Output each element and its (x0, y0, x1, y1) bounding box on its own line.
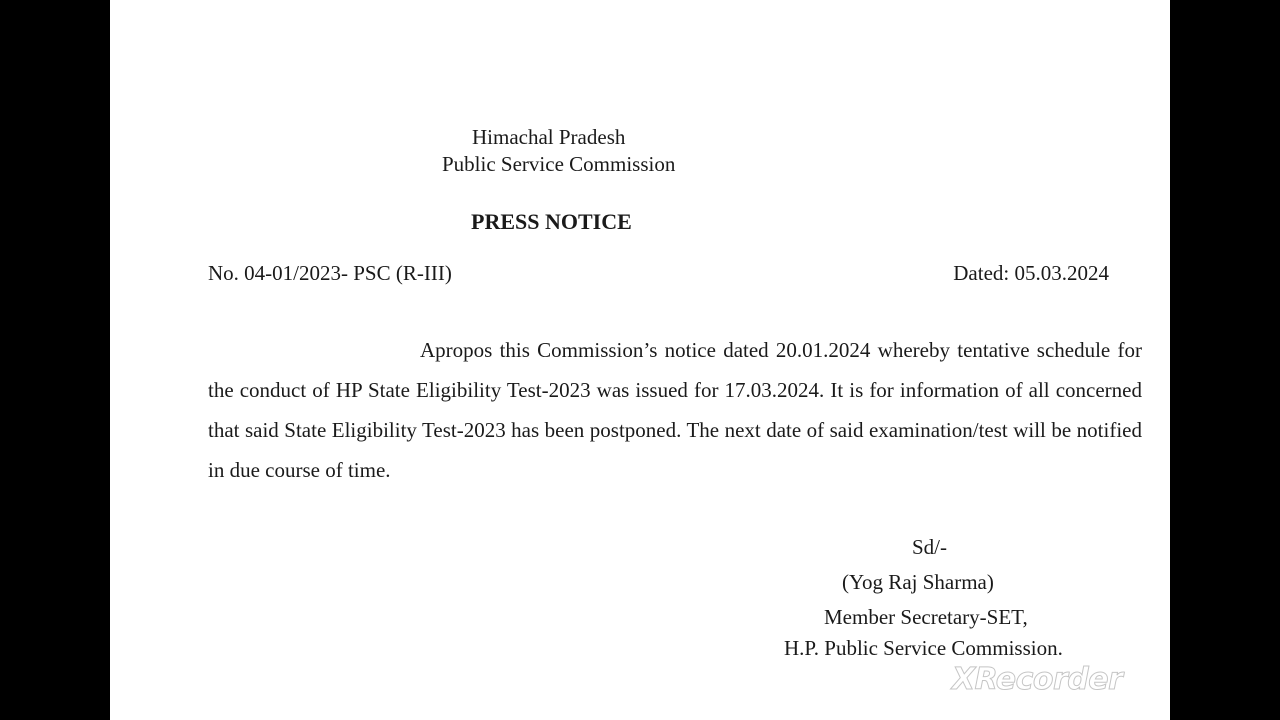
reference-number: No. 04-01/2023- PSC (R-III) (208, 261, 452, 285)
organization-name-line1: Himachal Pradesh (472, 125, 626, 149)
notice-date: Dated: 05.03.2024 (953, 261, 1109, 285)
signatory-organization: H.P. Public Service Commission. (784, 636, 1063, 660)
notice-body: Apropos this Commission’s notice dated 20.01.2024 whereby tentative schedule for the conduct of HP State Eligibility Test-2023 was issued for 17.03.2024. It is for information of all concerned that said State Eligibility Test-2023 has been postponed. The next date of said examination/test will be notified in due course of time. (208, 338, 1142, 482)
document-page (110, 0, 1170, 720)
signatory-designation: Member Secretary-SET, (824, 605, 1028, 629)
organization-name-line2: Public Service Commission (442, 152, 676, 176)
recorder-watermark: XRecorder (952, 662, 1123, 697)
signature-sd: Sd/- (912, 535, 948, 559)
notice-title: PRESS NOTICE (471, 209, 632, 234)
signatory-name: (Yog Raj Sharma) (842, 570, 994, 594)
